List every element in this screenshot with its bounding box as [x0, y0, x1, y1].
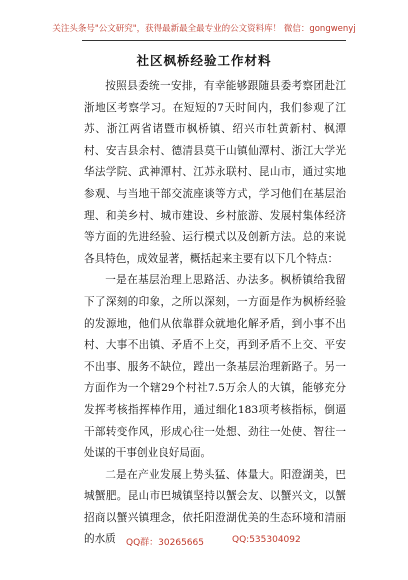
footer-qq-number: QQ:535304092 — [232, 535, 301, 545]
body-paragraph: 一是在基层治理上思路活、办法多。枫桥镇给我留下了深刻的印象，之所以深刻，一方面是作为枫桥经验的发源地，他们从依靠群众就地化解矛盾，到小事不出村、大事不出镇、矛盾不上交，再到矛盾不上交、平安不出事、服务不缺位，蹚出一条基层治理新路子。另一方面作为一个辖29个村社7.5万余人的大镇，能够充分发挥考核指挥棒作用，通过细化183项考核指标，倒逼干部转变作风，形成心往一处想、劲往一处使、智往一处谋的干事创业良好局面。 — [84, 274, 346, 460]
document-body — [84, 76, 346, 551]
body-paragraph: 二是在产业发展上势头猛、体量大。阳澄湖美，巴城蟹肥。昆山市巴城镇坚持以蟹会友、以蟹兴文，以蟹招商以蟹兴镇理念，依托阳澄湖优美的生态环境和清丽的水质 — [84, 468, 346, 546]
header-banner: 关注头条号"公文研究"，获得最新最全最专业的公文资料库！ 微信：gongwenyj — [52, 24, 356, 34]
document-title: 社区枫桥经验工作材料 — [136, 53, 272, 68]
footer-qq-group: QQ群：30265665 — [126, 538, 204, 548]
header-divider — [82, 40, 346, 41]
body-paragraph: 按照县委统一安排，有幸能够跟随县委考察团赴江浙地区考察学习。在短短的7天时间内，我们参观了江苏、浙江两省诸暨市枫桥镇、绍兴市牡黄新村、枫潭村、安吉县余村、德清县莫干山镇仙潭村、浙江大学光华法学院、武神潭村、江苏永联村、昆山市，通过实地参观、与当地干部交流座谈等方式，学习他们在基层治理、和美乡村、城市建设、乡村旅游、发展村集体经济等方面的先进经验、运行模式以及创新方法。总的来说各具特色，成效显著，概括起来主要有以下几个特点： — [84, 80, 346, 265]
